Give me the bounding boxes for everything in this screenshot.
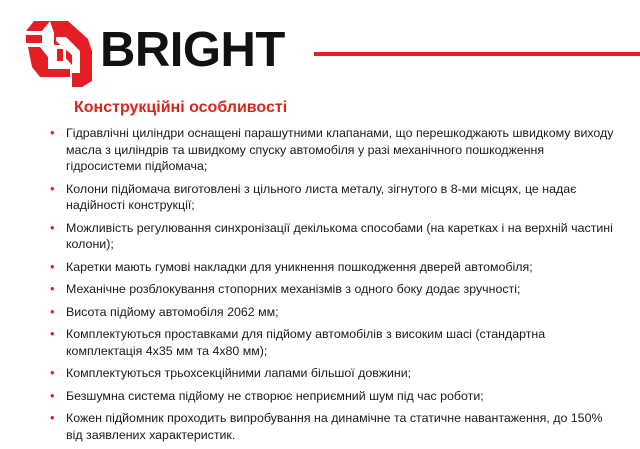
bullet-icon: • [50, 326, 55, 341]
bullet-icon: • [50, 281, 55, 296]
feature-text: Колони підйомача виготовлені з цільного листа металу, зігнутого в 8-ми місцях, це надає надійності конструкції; [66, 181, 577, 212]
header [0, 0, 640, 95]
feature-text: Безшумна система підйому не створює неприємний шум під час роботи; [66, 388, 484, 403]
feature-item [40, 181, 620, 214]
feature-item [40, 220, 620, 253]
features-list [40, 125, 620, 449]
feature-text: Кожен підйомник проходить випробування на динамічне та статичне навантаження, до 150% від заявлених характеристик. [66, 411, 603, 442]
feature-item [40, 259, 620, 276]
bullet-icon: • [50, 365, 55, 380]
section-title: Конструкційні особливості [74, 99, 288, 116]
bullet-icon: • [50, 219, 55, 235]
feature-item [40, 281, 620, 298]
feature-item [40, 410, 620, 443]
feature-item [40, 326, 620, 359]
bullet-icon: • [50, 303, 55, 319]
feature-text: Можливість регулювання синхронізації декількома способами (на каретках і на верхній частині колони); [66, 220, 613, 251]
bullet-icon: • [50, 258, 55, 274]
feature-text: Висота підйому автомобіля 2062 мм; [66, 304, 279, 319]
bullet-icon: • [50, 125, 55, 140]
bullet-icon: • [50, 387, 55, 403]
bullet-icon: • [50, 410, 55, 425]
feature-text: Гідравлічні циліндри оснащені парашутними клапанами, що перешкоджають швидкому виходу масла з циліндрів та швидкому спуску автомобіля у разі механічного пошкодження гідросистеми підйомача; [66, 126, 614, 173]
header-divider [314, 52, 640, 56]
feature-item [40, 365, 620, 382]
feature-item [40, 304, 620, 321]
feature-text: Каретки мають гумові накладки для уникнення пошкодження дверей автомобіля; [66, 259, 533, 274]
brand-name: BRIGHT [100, 23, 285, 77]
feature-text: Механічне розблокування стопорних механізмів з одного боку додає зручності; [66, 282, 521, 296]
feature-item [40, 388, 620, 405]
feature-text: Комплектуються проставками для підйому автомобілів з високим шасі (стандартна комплектація 4х35 мм та 4х80 мм); [66, 327, 546, 358]
bullet-icon: • [50, 180, 55, 196]
feature-item [40, 125, 620, 175]
feature-text: Комплектуються трьохсекційними лапами більшої довжини; [66, 366, 412, 380]
bright-logo-icon [26, 21, 92, 87]
